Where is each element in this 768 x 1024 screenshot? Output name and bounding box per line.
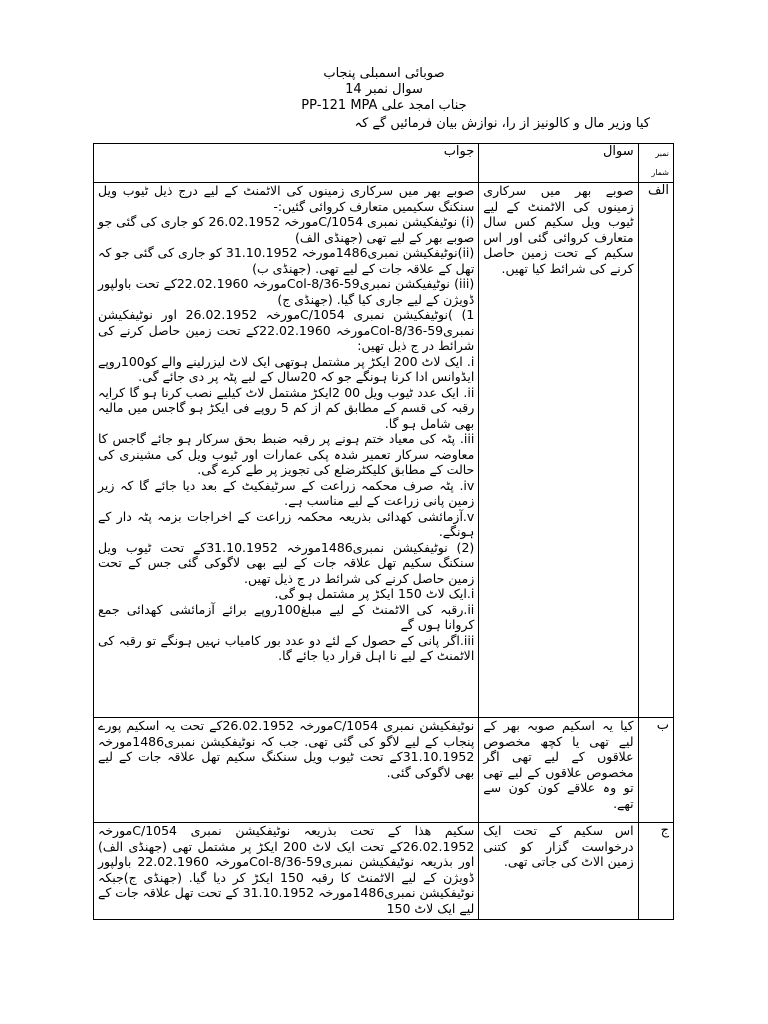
row-label: ج [638,823,673,920]
row-answer [94,183,479,718]
row-label: ب [638,718,673,823]
question-answer-table [93,143,674,920]
answer-paragraph: iii.اگر پانی کے حصول کے لئے دو عدد بور کامیاب نہیں ہونگے تو رقبہ کی الاٹمنٹ کے لیے نا اہل قرار دیا جائے گا. [98,632,475,663]
header-answer: جواب [94,144,479,183]
answer-paragraph: i. ایک لاٹ 200 ایکڑ پر مشتمل ہوتھی ایک لاٹ لیزرلینے والے کو100روپے ایڈوانس ادا کرنا ہونگے جو کہ 20سال کے لیے پٹہ پر دی جائے گی. [98,353,475,384]
answer-paragraph: (iii) نوٹیفیکشن نمبریCol-8/36-59مورخہ 22.02.1960کے تحت باولپور ڈویژن کے لیے جاری کیا گیا. (جھنڈی ج) [98,276,475,307]
member-name: جناب امجد علی PP-121 MPA [301,98,467,113]
answer-paragraph: (i) نوٹیفکیشن نمبری C/1054مورخہ 26.02.1952 کو جاری کی گئی جو صوبے بھر کے لیے تھی (جھنڈی الف) [98,214,475,245]
table-row [94,823,674,920]
table-row [94,183,674,718]
answer-paragraph: iii. پٹہ کی معیاد ختم ہونے پر رقبہ ضبط بحق سرکار ہو جائے گاجس کا معاوضہ سرکار تعمیر شدہ پکی عمارات اور ٹیوب ویل کی مشینری کی حالت کے مطابق کلیکٹرضلع کی تجویز پر طے کرے گی. [98,431,475,477]
row-question: صوبے بھر میں سرکاری زمینوں کی الاٹمنٹ کے لیے ٹیوب ویل سکیم کس سال متعارف کروائی گئی اور اس سکیم کے تحت زمین حاصل کرنے کی شرائط کیا تھیں. [479,183,638,718]
answer-paragraph: i.ایک لاٹ 150 ایکڑ پر مشتمل ہو گی. [274,586,475,601]
answer-paragraph: نوٹیفکیشن نمبری C/1054مورخہ 26.02.1952کے تحت یہ اسکیم پورے پنجاب کے لیے لاگو کی گئی تھی. جب کہ نوٹیفکیشن نمبری1486مورخہ 31.10.1952کے تحت ٹیوب ویل سنکنگ سکیم تھل علاقہ جات کے لیے بھی لاگوکی گئی. [98,718,475,780]
answer-paragraph: ii. ایک عدد ٹیوب ویل 00 2ایکڑ مشتمل لاٹ کیلیے نصب کرنا ہو گا کرایہ رقبہ کی قسم کے مطابق کم از کم 5 روپے فی ایکڑ ہو گاجس میں مالیہ بھی شامل ہو گا. [98,384,475,431]
answer-paragraph: (ii)نوٹیفکیشن نمبری1486مورخہ 31.10.1952 کو جاری کی گئی جو کہ تھل کے علاقہ جات کے لیے تھی. (جھنڈی ب) [98,245,475,276]
row-label: الف [638,183,673,718]
answer-paragraph: 1) )نوٹیفکیشن نمبری C/1054مورخہ 26.02.1952 اور نوٹیفکیشن نمبریCol-8/36-59مورخہ 22.02.1960کے تحت زمین حاصل کرنے کی شرائط در ج ذیل تھیں: [98,307,475,353]
answer-paragraph: iv. پٹہ صرف محکمہ زراعت کے سرٹیفکیٹ کے بعد دیا جائے گا کہ زیر زمین پانی زراعت کے لیے مناسب ہے. [98,477,475,508]
row-answer [94,718,479,823]
answer-paragraph: ii.رقبہ کی الاٹمنٹ کے لیے مبلغ100روپے برائے آزمائشی کھدائی جمع کروانا ہوں گے [98,601,475,632]
answer-paragraph: سکیم ھذا کے تحت بذریعہ نوٹیفکیشن نمبری C/1054مورخہ 26.02.1952کے تحت ایک لاٹ 200 ایکڑ پر مشتمل تھی (جھنڈی الف) اور بذریعہ نوٹیفکیشن نمبریCol-8/36-59مورخہ 22.02.1960 باولپور ڈویژن کے لیے الاٹمنٹ کا رقبہ 150 ایکڑ کر دیا گیا. (جھنڈی ج)جبکہ نوٹیفکیشن نمبری1486مورخہ 31.10.1952 کے تحت تھل علاقہ جات کے لیے ایک لاٹ 150 [98,823,475,916]
header-question: سوال [479,144,638,183]
assembly-title: صوبائی اسمبلی پنجاب [323,66,445,81]
table-header-row [94,144,674,183]
question-number: سوال نمبر 14 [345,82,423,97]
row-question: اس سکیم کے تحت ایک درخواست گزار کو کتنی زمین الاٹ کی جاتی تھی. [479,823,638,920]
answer-paragraph: صوبے بھر میں سرکاری زمینوں کی الاٹمنٹ کے لیے درج ذیل ٹیوب ویل سنکنگ سکیمیں متعارف کروائی گئیں:- [98,183,475,214]
answer-paragraph: (2) نوٹیفکیشن نمبری1486مورخہ 31.10.1952کے تحت ٹیوب ویل سنکنگ سکیم تھل علاقہ جات کے لیے بھی لاگوکی گئی جس کے تحت زمین حاصل کرنے کی شرائط در ج ذیل تھیں. [98,539,475,586]
question-intro: کیا وزیر مال و کالونیز از را، نوازش بیان فرمائیں گے کہ [354,116,650,131]
answer-paragraph: v.آزمائشی کھدائی بذریعہ محکمہ زراعت کے اخراجات بزمہ پٹہ دار کے ہونگے. [98,508,475,539]
header-serial: نمبر شمار [638,144,673,183]
table-row [94,718,674,823]
document-header [0,66,768,131]
row-question: کیا یہ اسکیم صوبہ بھر کے لیے تھی یا کچھ مخصوص علاقوں کے لیے تھی اگر مخصوص علاقوں کے لیے تھی تو وہ علاقے کون کون سے تھے. [479,718,638,823]
row-answer [94,823,479,920]
